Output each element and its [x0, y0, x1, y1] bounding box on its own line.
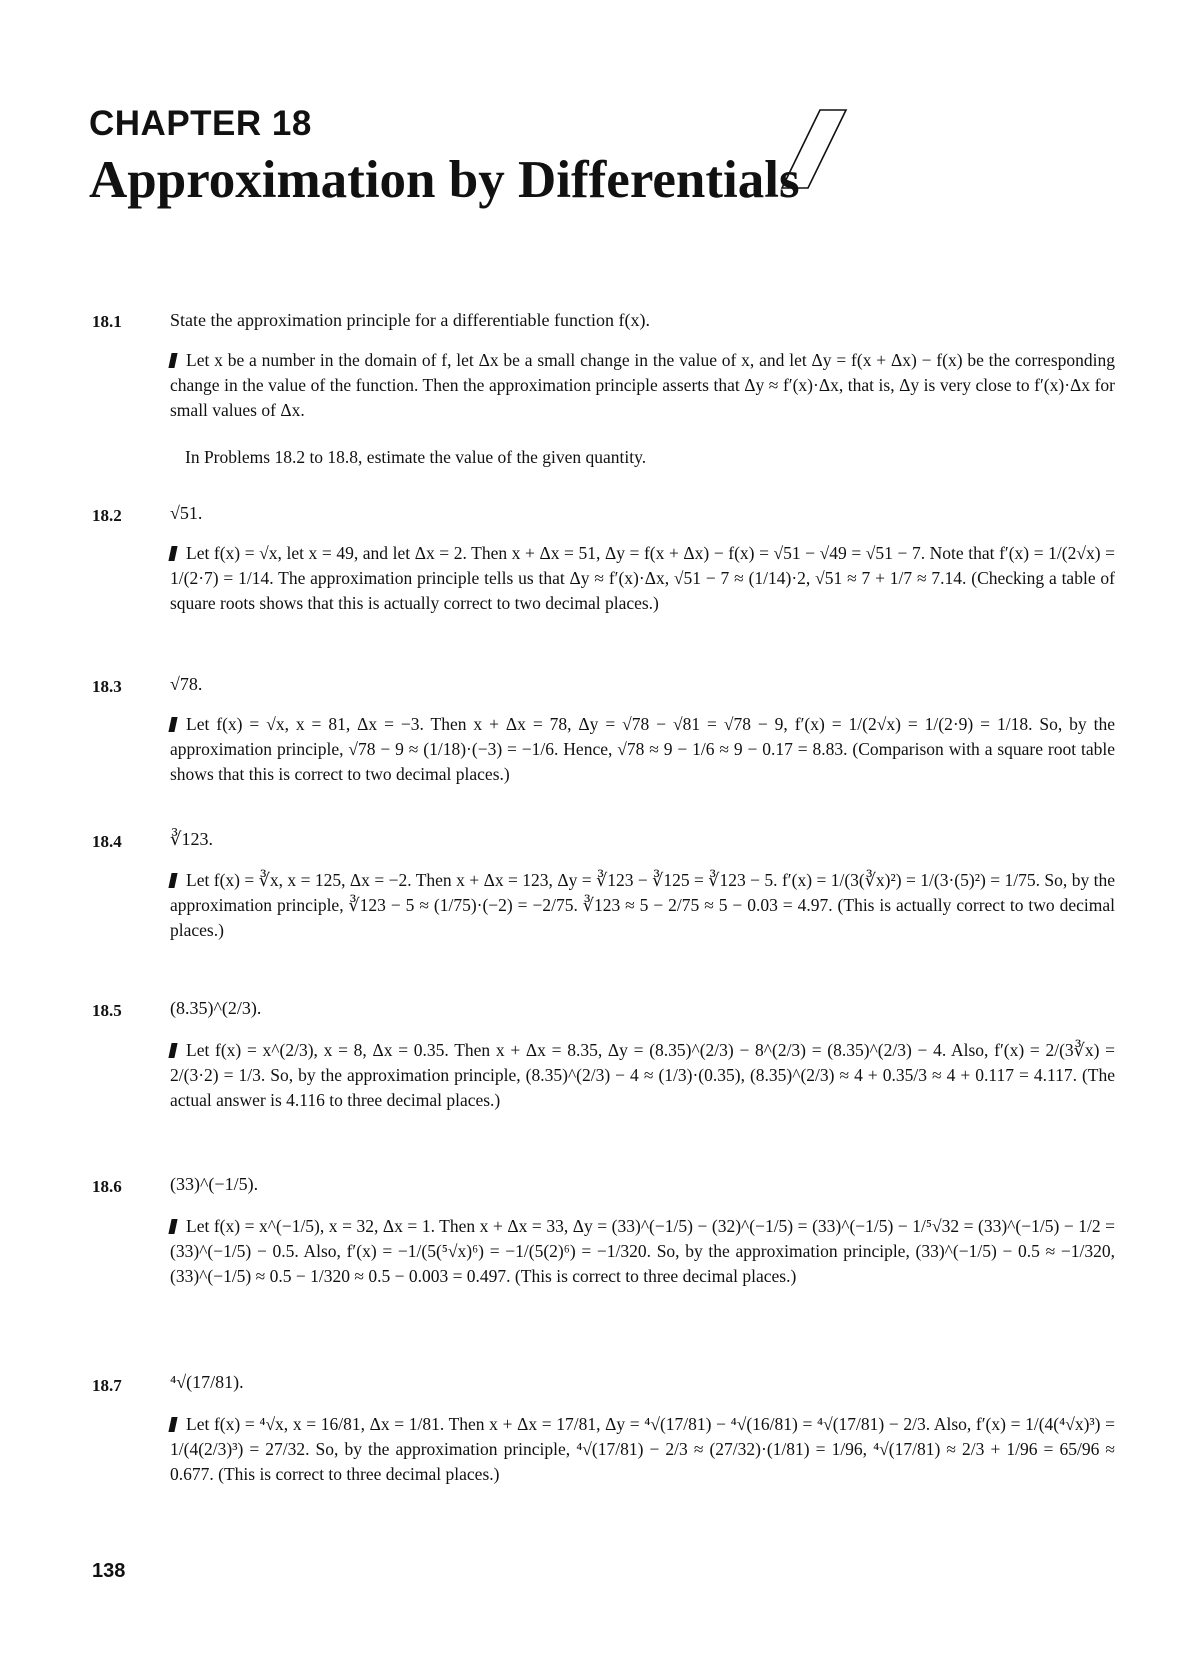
problem-question: ∛123.: [170, 829, 213, 849]
problem-number: 18.3: [92, 677, 122, 696]
solution-marker: [168, 873, 177, 888]
problem-number: 18.4: [92, 832, 122, 851]
solution-marker: [168, 546, 177, 561]
problem-number: 18.6: [92, 1177, 122, 1196]
solution-text: Let x be a number in the domain of f, let Δx be a small change in the value of x, and let Δy = f(x + Δx) − f(x) be the corresponding change in the value of the function. Then the approximation principle asserts that Δy ≈ f′(x)·Δx, that is, Δy is very close to f′(x)·Δx for small values of Δx.: [170, 350, 1115, 420]
problem-question: √51.: [170, 503, 203, 523]
chapter-title: Approximation by Differentials: [89, 151, 800, 209]
solution-marker: [168, 1043, 177, 1058]
problem-number: 18.5: [92, 1001, 122, 1020]
solution-marker: [168, 1417, 177, 1432]
solution-text: Let f(x) = √x, x = 81, Δx = −3. Then x + Δx = 78, Δy = √78 − √81 = √78 − 9, f′(x) = 1/(2√x) = 1/(2·9) = 1/18. So, by the approximation principle, √78 − 9 ≈ (1/18)·(−3) = −1/6. Hence, √78 ≈ 9 − 1/6 ≈ 9 − 0.17 = 8.83. (Comparison with a square root table shows that this is correct to two decimal places.): [170, 714, 1115, 784]
solution-marker: [168, 717, 177, 732]
problem-solution: [170, 868, 1115, 943]
solution-text: Let f(x) = x^(−1/5), x = 32, Δx = 1. Then x + Δx = 33, Δy = (33)^(−1/5) − (32)^(−1/5) = (33)^(−1/5) − 1/⁵√32 = (33)^(−1/5) − 1/2 = (33)^(−1/5) − 0.5. Also, f′(x) = −1/(5(⁵√x)⁶) = −1/(5(2)⁶) = −1/320. So, by the approximation principle, (33)^(−1/5) − 0.5 ≈ −1/320, (33)^(−1/5) ≈ 0.5 − 1/320 ≈ 0.5 − 0.003 = 0.497. (This is correct to three decimal places.): [170, 1216, 1115, 1286]
problem-solution: [170, 348, 1115, 423]
problem-number: 18.7: [92, 1376, 122, 1395]
chapter-decoration-parallelogram: [780, 108, 850, 190]
problem-solution: [170, 1412, 1115, 1487]
problem-solution: [170, 1038, 1115, 1113]
solution-marker: [168, 353, 177, 368]
problem-number: 18.1: [92, 312, 122, 331]
problem-question: (8.35)^(2/3).: [170, 998, 262, 1018]
intro-text: In Problems 18.2 to 18.8, estimate the value of the given quantity.: [185, 447, 647, 467]
solution-text: Let f(x) = ⁴√x, x = 16/81, Δx = 1/81. Then x + Δx = 17/81, Δy = ⁴√(17/81) − ⁴√(16/81) = ⁴√(17/81) − 2/3. Also, f′(x) = 1/(4(⁴√x)³) = 1/(4(2/3)³) = 27/32. So, by the approximation principle, ⁴√(17/81) − 2/3 ≈ (27/32)·(1/81) = 1/96, ⁴√(17/81) ≈ 2/3 + 1/96 = 65/96 ≈ 0.677. (This is correct to three decimal places.): [170, 1414, 1115, 1484]
problem-question: √78.: [170, 674, 203, 694]
page-number: 138: [92, 1560, 126, 1582]
solution-text: Let f(x) = x^(2/3), x = 8, Δx = 0.35. Then x + Δx = 8.35, Δy = (8.35)^(2/3) − 8^(2/3) = (8.35)^(2/3) − 4. Also, f′(x) = 2/(3∛x) = 2/(3·2) = 1/3. So, by the approximation principle, (8.35)^(2/3) − 4 ≈ (1/3)·(0.35), (8.35)^(2/3) ≈ 4 + 0.35/3 ≈ 4 + 0.117 = 4.117. (The actual answer is 4.116 to three decimal places.): [170, 1040, 1115, 1110]
problem-question: ⁴√(17/81).: [170, 1372, 244, 1392]
problem-solution: [170, 712, 1115, 787]
problem-solution: [170, 1214, 1115, 1289]
problem-solution: [170, 541, 1115, 616]
problem-question: (33)^(−1/5).: [170, 1174, 259, 1194]
solution-text: Let f(x) = √x, let x = 49, and let Δx = 2. Then x + Δx = 51, Δy = f(x + Δx) − f(x) = √51 − √49 = √51 − 7. Note that f′(x) = 1/(2√x) = 1/(2·7) = 1/14. The approximation principle tells us that Δy ≈ f′(x)·Δx, √51 − 7 ≈ (1/14)·2, √51 ≈ 7 + 1/7 ≈ 7.14. (Checking a table of square roots shows that this is actually correct to two decimal places.): [170, 543, 1115, 613]
problem-question: State the approximation principle for a differentiable function f(x).: [170, 310, 650, 330]
solution-text: Let f(x) = ∛x, x = 125, Δx = −2. Then x + Δx = 123, Δy = ∛123 − ∛125 = ∛123 − 5. f′(x) = 1/(3(∛x)²) = 1/(3·(5)²) = 1/75. So, by the approximation principle, ∛123 − 5 ≈ (1/75)·(−2) = −2/75. ∛123 ≈ 5 − 2/75 ≈ 5 − 0.03 = 4.97. (This is actually correct to two decimal places.): [170, 870, 1115, 940]
chapter-label: CHAPTER 18: [89, 104, 312, 143]
problem-number: 18.2: [92, 506, 122, 525]
solution-marker: [168, 1219, 177, 1234]
